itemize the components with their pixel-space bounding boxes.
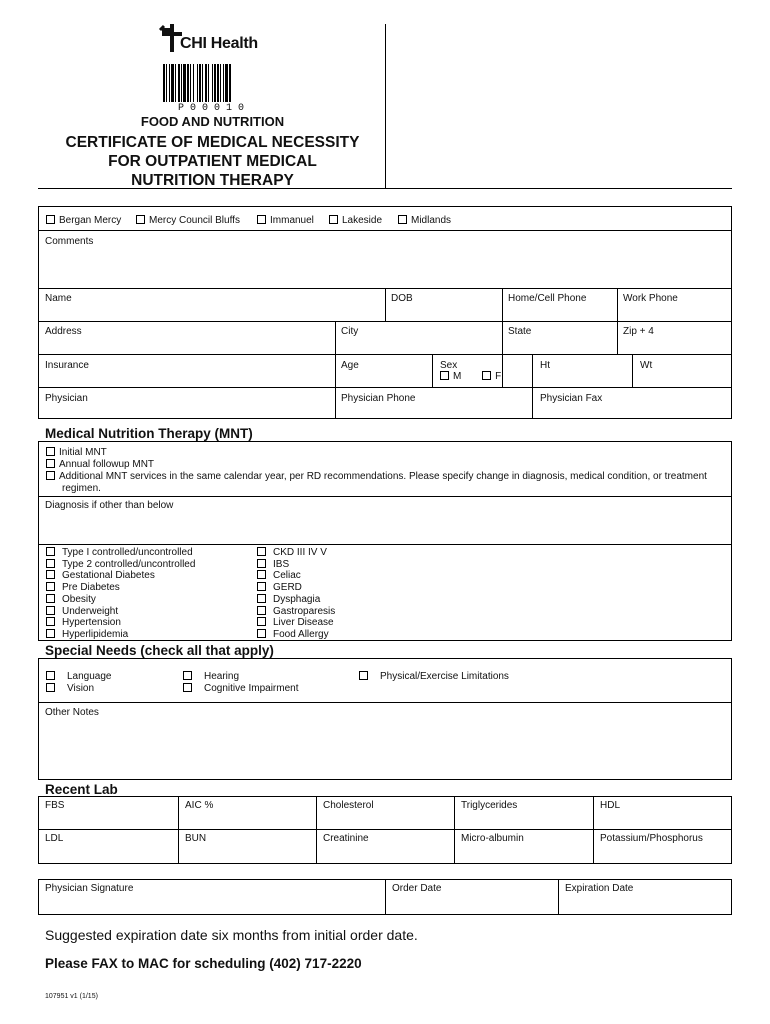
location-midlands[interactable]: Midlands [398, 215, 451, 226]
divider [38, 321, 732, 322]
checkbox[interactable] [257, 559, 266, 568]
logo [158, 24, 278, 56]
checkbox[interactable] [183, 683, 192, 692]
barcode-bar [202, 64, 203, 102]
divider [558, 879, 559, 915]
divider [593, 796, 594, 864]
barcode-bar [166, 64, 167, 102]
lab-hdl[interactable]: HDL [600, 800, 621, 811]
diagnosis-option[interactable]: Hypertension [46, 617, 121, 628]
divider [178, 796, 179, 864]
divider [38, 829, 732, 830]
checkbox[interactable] [482, 371, 491, 380]
diagnosis-option[interactable]: Obesity [46, 594, 96, 605]
checkbox[interactable] [257, 594, 266, 603]
mnt-additional-option[interactable]: Additional MNT services in the same calendar year, per RD recommendations. Please specify change in diagnosis, medical condition, or treatment [46, 471, 707, 482]
recent-lab-title: Recent Lab [45, 782, 118, 797]
name-field[interactable]: Name [45, 293, 72, 304]
height-field[interactable]: Ht [540, 360, 550, 371]
barcode-bar [190, 64, 191, 102]
checkbox[interactable] [136, 215, 145, 224]
barcode-bar [197, 64, 198, 102]
lab-ldl[interactable]: LDL [45, 833, 64, 844]
divider [454, 796, 455, 864]
barcode-bar [220, 64, 221, 102]
physician-phone-field[interactable]: Physician Phone [341, 393, 416, 404]
city-field[interactable]: City [341, 326, 359, 337]
work-phone-field[interactable]: Work Phone [623, 293, 678, 304]
barcode-bar [187, 64, 189, 102]
barcode-bar [225, 64, 228, 102]
diagnosis-option[interactable]: Pre Diabetes [46, 582, 120, 593]
checkbox[interactable] [257, 547, 266, 556]
weight-field[interactable]: Wt [640, 360, 653, 371]
sex-label: Sex [440, 360, 458, 371]
order-date-field[interactable]: Order Date [392, 883, 442, 894]
comments-field[interactable]: Comments [45, 236, 94, 247]
location-mercy-council-bluffs[interactable]: Mercy Council Bluffs [136, 215, 240, 226]
barcode-bar [214, 64, 216, 102]
divider [335, 321, 336, 419]
fax-instructions: Please FAX to MAC for scheduling (402) 717-2220 [45, 956, 362, 971]
divider [502, 288, 503, 387]
diagnosis-option[interactable]: Liver Disease [257, 617, 334, 628]
diagnosis-option[interactable]: GERD [257, 582, 302, 593]
divider [316, 796, 317, 864]
dob-field[interactable]: DOB [391, 293, 413, 304]
diagnosis-option[interactable]: Underweight [46, 606, 118, 617]
lab-aic[interactable]: AIC % [185, 800, 214, 811]
state-field[interactable]: State [508, 326, 532, 337]
lab-box [38, 796, 732, 864]
checkbox[interactable] [257, 582, 266, 591]
form-title-line-2: FOR OUTPATIENT MEDICAL [108, 153, 317, 170]
form-title-line-1: CERTIFICATE OF MEDICAL NECESSITY [65, 134, 360, 151]
divider [385, 879, 386, 915]
physician-fax-field[interactable]: Physician Fax [540, 393, 603, 404]
expiration-note: Suggested expiration date six months from initial order date. [45, 927, 418, 943]
special-cognitive-option[interactable]: Cognitive Impairment [183, 683, 298, 694]
diagnosis-option[interactable]: Celiac [257, 570, 301, 581]
divider [617, 321, 618, 354]
mnt-additional-option-cont: regimen. [62, 483, 101, 494]
mnt-annual-option[interactable]: Annual followup MNT [46, 459, 154, 470]
checkbox[interactable] [46, 606, 55, 615]
checkbox[interactable] [257, 215, 266, 224]
divider [385, 288, 386, 321]
divider [432, 354, 433, 387]
divider [617, 288, 618, 321]
header-rule [38, 188, 732, 189]
lab-fbs[interactable]: FBS [45, 800, 65, 811]
barcode-bar [171, 64, 174, 102]
physician-field[interactable]: Physician [45, 393, 88, 404]
checkbox[interactable] [398, 215, 407, 224]
divider [38, 387, 732, 388]
sex-female-option[interactable]: F [482, 371, 501, 382]
department-label: FOOD AND NUTRITION [140, 114, 285, 129]
diagnosis-option[interactable]: Type I controlled/uncontrolled [46, 547, 193, 558]
insurance-field[interactable]: Insurance [45, 360, 89, 371]
diagnosis-option[interactable]: Type 2 controlled/uncontrolled [46, 559, 195, 570]
checkbox[interactable] [359, 671, 368, 680]
diagnosis-option[interactable]: Gestational Diabetes [46, 570, 155, 581]
diagnosis-option[interactable]: Gastroparesis [257, 606, 335, 617]
special-vision-option[interactable]: Vision [46, 683, 94, 694]
checkbox[interactable] [183, 671, 192, 680]
special-physical-option[interactable]: Physical/Exercise Limitations [359, 671, 509, 682]
barcode-bar [208, 64, 209, 102]
logo-text: CHI Health [180, 35, 258, 52]
checkbox[interactable] [46, 447, 55, 456]
location-bergan-mercy[interactable]: Bergan Mercy [46, 215, 121, 226]
lab-microalbumin[interactable]: Micro-albumin [461, 833, 524, 844]
barcode-bar [169, 64, 170, 102]
diagnosis-option[interactable]: CKD III IV V [257, 547, 327, 558]
barcode-bar [193, 64, 194, 102]
checkbox[interactable] [46, 570, 55, 579]
diagnosis-option[interactable]: IBS [257, 559, 289, 570]
barcode-bar [212, 64, 213, 102]
checkbox[interactable] [257, 570, 266, 579]
checkbox[interactable] [46, 582, 55, 591]
mnt-initial-option[interactable]: Initial MNT [46, 447, 107, 458]
diagnosis-field[interactable]: Diagnosis if other than below [45, 500, 174, 511]
checkbox[interactable] [46, 547, 55, 556]
checkbox[interactable] [46, 617, 55, 626]
location-immanuel[interactable]: Immanuel [257, 215, 314, 226]
barcode-bar [199, 64, 201, 102]
form-title-line-3: NUTRITION THERAPY [131, 172, 294, 189]
barcode-text: P 0 0 0 1 0 [177, 103, 244, 114]
diagnosis-option[interactable]: Food Allergy [257, 629, 329, 640]
lab-cholesterol[interactable]: Cholesterol [323, 800, 374, 811]
checkbox[interactable] [46, 471, 55, 480]
barcode-bar [229, 64, 231, 102]
lab-bun[interactable]: BUN [185, 833, 207, 844]
physician-signature-field[interactable]: Physician Signature [45, 883, 134, 894]
barcode-bar [217, 64, 219, 102]
special-hearing-option[interactable]: Hearing [183, 671, 239, 682]
sex-male-option[interactable]: M [440, 371, 461, 382]
divider [38, 702, 732, 703]
barcode-graphic [162, 64, 260, 102]
barcode-bar [183, 64, 186, 102]
other-notes-field[interactable]: Other Notes [45, 707, 99, 718]
expiration-date-field[interactable]: Expiration Date [565, 883, 634, 894]
special-needs-title: Special Needs (check all that apply) [45, 643, 274, 658]
divider [38, 230, 732, 231]
checkbox[interactable] [46, 459, 55, 468]
divider [38, 544, 732, 545]
checkbox[interactable] [46, 215, 55, 224]
checkbox[interactable] [440, 371, 449, 380]
barcode-bar [205, 64, 207, 102]
sex-options [440, 371, 501, 382]
checkbox[interactable] [46, 683, 55, 692]
form-code: 107951 v1 (1/15) [45, 993, 98, 1000]
home-phone-field[interactable]: Home/Cell Phone [508, 293, 587, 304]
diagnosis-option[interactable]: Dysphagia [257, 594, 320, 605]
barcode [162, 64, 260, 104]
lab-creatinine[interactable]: Creatinine [323, 833, 369, 844]
barcode-bar [181, 64, 182, 102]
header-divider [385, 24, 386, 188]
age-field[interactable]: Age [341, 360, 359, 371]
barcode-bar [223, 64, 224, 102]
zip-field[interactable]: Zip + 4 [623, 326, 654, 337]
checkbox[interactable] [46, 629, 55, 638]
divider [38, 496, 732, 497]
checkbox[interactable] [257, 606, 266, 615]
divider [38, 354, 732, 355]
mnt-section-title: Medical Nutrition Therapy (MNT) [45, 426, 253, 441]
special-language-option[interactable]: Language [46, 671, 112, 682]
barcode-bar [178, 64, 180, 102]
checkbox[interactable] [46, 671, 55, 680]
barcode-bar [163, 64, 165, 102]
address-field[interactable]: Address [45, 326, 82, 337]
barcode-bar [175, 64, 176, 102]
location-lakeside[interactable]: Lakeside [329, 215, 382, 226]
checkbox[interactable] [257, 629, 266, 638]
checkbox[interactable] [257, 617, 266, 626]
checkbox[interactable] [46, 559, 55, 568]
divider [632, 354, 633, 387]
lab-triglycerides[interactable]: Triglycerides [461, 800, 518, 811]
lab-potassium[interactable]: Potassium/Phosphorus [600, 833, 703, 844]
diagnosis-option[interactable]: Hyperlipidemia [46, 629, 128, 640]
checkbox[interactable] [329, 215, 338, 224]
checkbox[interactable] [46, 594, 55, 603]
